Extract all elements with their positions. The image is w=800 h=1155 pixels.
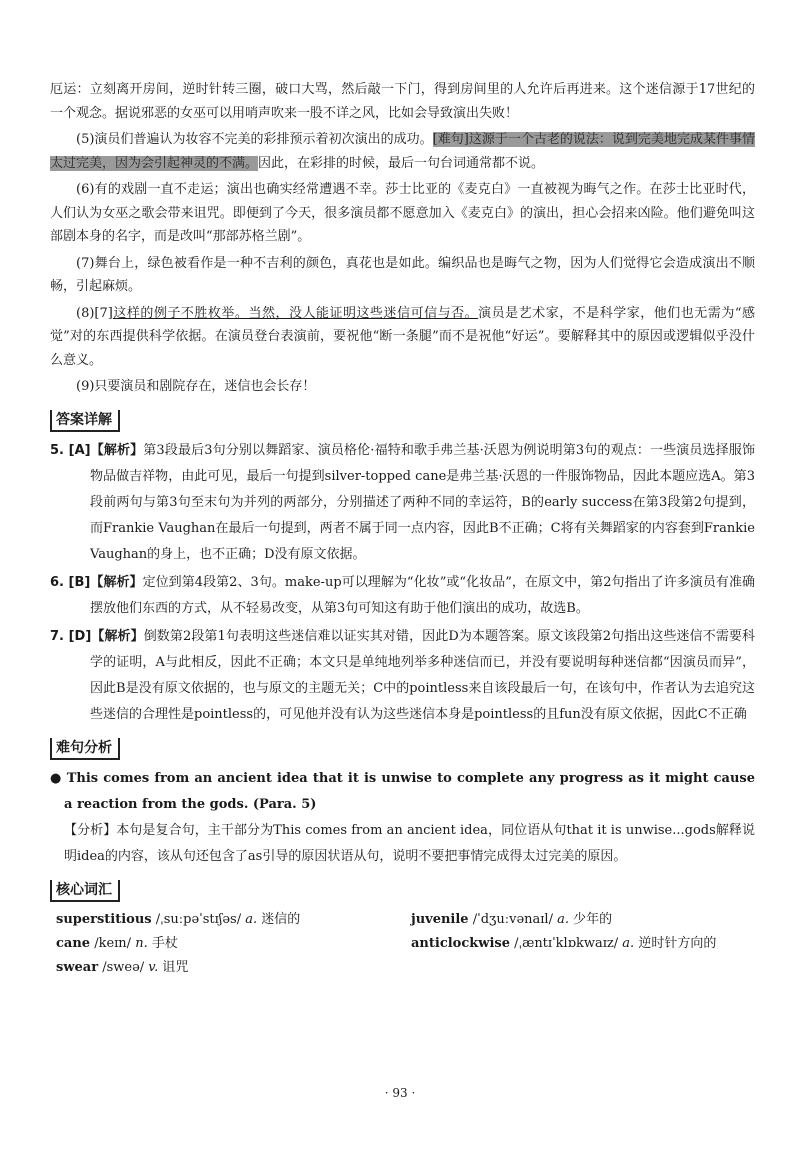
passage-paragraph-9: (9)只要演员和剧院存在，迷信也会长存！ bbox=[76, 379, 316, 394]
p8-text-b: 演员是艺术家，不是科学家，他们也无需为“感觉”对的东西提供科学依据。在演员登台表演前，要祝他“断一条腿”而不是祝他“好运”。要解释其中的原因或逻辑似乎没什么意义。 bbox=[50, 305, 755, 368]
answers-section-title: 答案详解 bbox=[50, 410, 120, 432]
answer-item bbox=[50, 624, 755, 728]
p8-text-a: (8)[7] bbox=[76, 305, 113, 321]
vocab-item bbox=[56, 908, 411, 932]
vocab-ipa: /ˈdʒuːvənaɪl/ bbox=[472, 911, 553, 927]
passage-paragraph-5 bbox=[50, 128, 755, 175]
vocab-meaning: 少年的 bbox=[573, 911, 613, 927]
vocab-item bbox=[56, 956, 411, 980]
passage-paragraph-6: (6)有的戏剧一直不走运；演出也确实经常遭遇不幸。莎士比亚的《麦克白》一直被视为晦气之作。在莎士比亚时代，人们认为女巫之歌会带来诅咒。即便到了今天，很多演员都不愿意加入《麦克白》的演出，担心会招来凶险。他们避免叫这部剧本身的名字，而是改叫“那部苏格兰剧”。 bbox=[50, 182, 755, 244]
vocab-item bbox=[411, 908, 761, 932]
passage-continued: 厄运：立刻离开房间，逆时针转三圈，破口大骂，然后敲一下门，得到房间里的人允许后再进来。这个迷信源于17世纪的一个观念。据说邪恶的女巫可以用哨声吹来一股不详之风，比如会导致演出失败！ bbox=[50, 82, 755, 121]
answer-number: 5. [A] bbox=[50, 442, 91, 458]
answer-text: 倒数第2段第1句表明这些迷信难以证实其对错，因此D为本题答案。原文该段第2句指出这些迷信不需要科学的证明，A与此相反，因此不正确；本文只是单纯地列举多种迷信而已，并没有要说明每种迷信都“因演员而异”，因此B是没有原文依据的，也与原文的主题无关；C中的pointless来自该段最后一句，在该句中，作者认为去追究这些迷信的合理性是pointless的，可见他并没有认为这些迷信本身是pointless的且fun没有原文依据，因此C不正确 bbox=[90, 628, 755, 722]
vocab-word: anticlockwise bbox=[411, 935, 510, 951]
difficult-sentence-text: This comes from an ancient idea that it is unwise to complete any progress as it might cause a reaction from the gods. (Para. 5) bbox=[64, 770, 756, 812]
page-number: · 93 · bbox=[384, 1086, 416, 1100]
vocab-ipa: /ˌsuːpəˈstɪʃəs/ bbox=[155, 911, 242, 927]
vocabulary-list bbox=[56, 908, 755, 980]
vocab-meaning: 迷信的 bbox=[261, 911, 301, 927]
vocab-word: cane bbox=[56, 935, 91, 951]
vocab-meaning: 手杖 bbox=[151, 935, 178, 951]
vocab-meaning: 诅咒 bbox=[162, 959, 189, 975]
answer-item bbox=[50, 438, 755, 568]
vocab-pos: v. bbox=[148, 959, 159, 975]
answer-tag: 【解析】 bbox=[90, 574, 143, 590]
vocab-pos: a. bbox=[245, 911, 258, 927]
vocab-pos: a. bbox=[557, 911, 569, 927]
passage-paragraph-7: (7)舞台上，绿色被看作是一种不吉利的颜色，真花也是如此。编织品也是晦气之物，因为人们觉得它会造成演出不顺畅，引起麻烦。 bbox=[50, 255, 755, 294]
answer-tag: 【解析】 bbox=[91, 628, 144, 644]
difficult-sentence-section-title: 难句分析 bbox=[50, 738, 120, 760]
vocab-item bbox=[56, 932, 411, 956]
answer-tag: 【解析】 bbox=[90, 442, 144, 458]
p5-text-b: 因此，在彩排的时候，最后一句台词通常都不说。 bbox=[258, 155, 545, 171]
vocab-pos: n. bbox=[135, 935, 148, 951]
vocab-item bbox=[411, 932, 761, 956]
answer-number: 7. [D] bbox=[50, 628, 92, 644]
answer-text: 定位到第4段第2、3句。make-up可以理解为“化妆”或“化妆品”，在原文中，第2句指出了许多演员有准确摆放他们东西的方式，从不轻易改变，从第3句可知这有助于他们演出的成功，故选B。 bbox=[90, 574, 755, 616]
page-content bbox=[50, 78, 755, 980]
passage-paragraph-8 bbox=[50, 302, 755, 373]
vocab-word: swear bbox=[56, 959, 99, 975]
p5-highlighted-sentence: [难句]这源于一个古老的说法：说到完美地完成某件事情太过完美，因为会引起神灵的不满。 bbox=[50, 132, 755, 171]
difficult-sentence bbox=[50, 766, 755, 818]
bullet-icon: ● bbox=[50, 770, 67, 786]
vocab-word: superstitious bbox=[56, 911, 152, 927]
p8-underlined-sentence: 这样的例子不胜枚举。当然，没人能证明这些迷信可信与否。 bbox=[112, 305, 479, 321]
vocab-word: juvenile bbox=[411, 911, 469, 927]
p5-text-a: (5)演员们普遍认为妆容不完美的彩排预示着初次演出的成功。 bbox=[76, 132, 433, 147]
vocab-meaning: 逆时针方向的 bbox=[638, 935, 717, 951]
vocab-ipa: /sweə/ bbox=[102, 959, 145, 975]
answer-item bbox=[50, 570, 755, 622]
vocab-ipa: /keɪn/ bbox=[94, 935, 132, 951]
vocabulary-section-title: 核心词汇 bbox=[50, 880, 120, 902]
difficult-sentence-analysis: 【分析】本句是复合句，主干部分为This comes from an ancient idea，同位语从句that it is unwise...gods解释说明idea的内容，该从句还包含了as引导的原因状语从句，说明不要把事情完成得太过完美的原因。 bbox=[64, 822, 755, 864]
answer-text: 第3段最后3句分别以舞蹈家、演员格伦·福特和歌手弗兰基·沃恩为例说明第3句的观点：一些演员选择服饰物品做吉祥物，由此可见，最后一句提到silver-topped cane是弗兰基·沃恩的一件服饰物品，因此本题应选A。第3段前两句与第3句至末句为并列的两部分，分别描述了两种不同的幸运符，B的early success在第3段第2句提到，而Frankie Vaughan在最后一句提到，两者不属于同一点内容，因此B不正确；C将有关舞蹈家的内容套到Frankie Vaughan的身上，也不正确；D没有原文依据。 bbox=[90, 442, 755, 562]
vocab-pos: a. bbox=[622, 935, 635, 951]
vocab-ipa: /ˌæntɪˈklɒkwaɪz/ bbox=[514, 935, 619, 951]
answer-number: 6. [B] bbox=[50, 574, 91, 590]
